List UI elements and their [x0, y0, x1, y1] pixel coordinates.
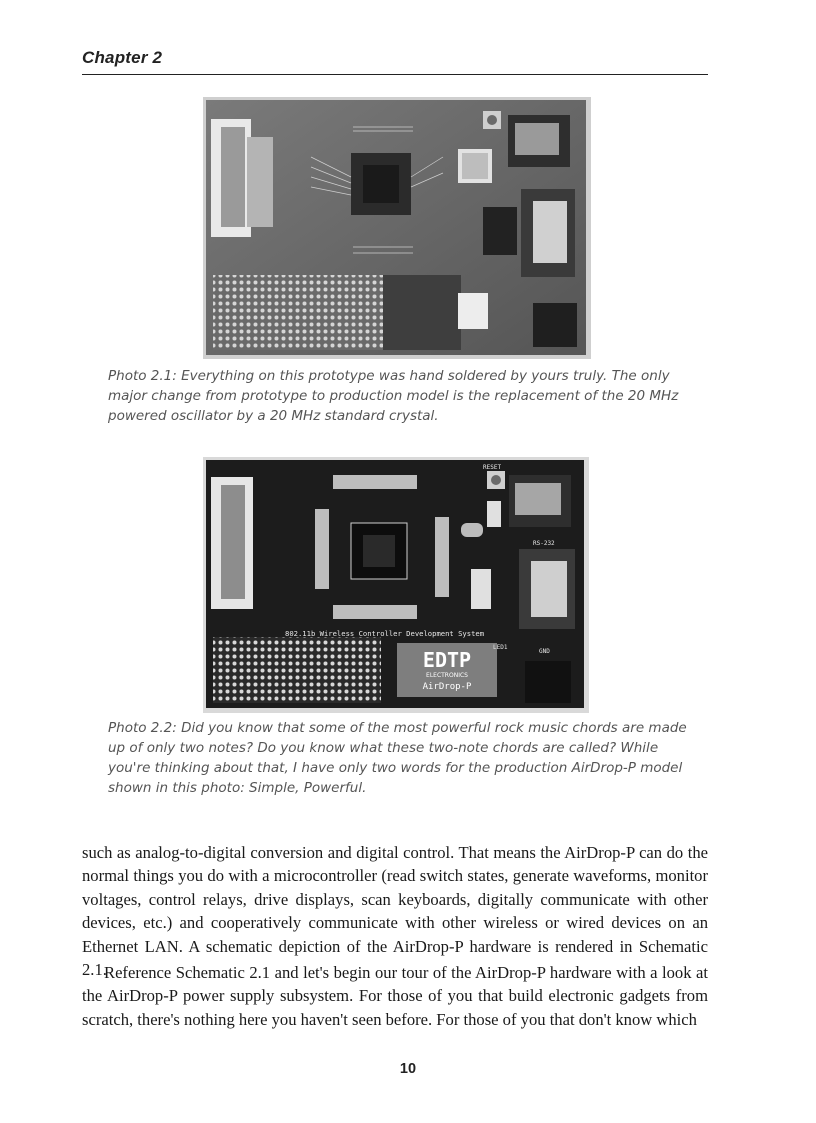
photo-production-board — [203, 457, 589, 713]
photo-2-1-caption: Photo 2.1: Everything on this prototype was hand soldered by yours truly. The only major change from prototype to production model is the replacement of the 20 MHz powered oscillator by a 20 MHz standard crystal. — [108, 368, 679, 424]
board-logo: EDTP — [422, 648, 472, 672]
board-logo-sub: ELECTRONICS — [426, 672, 468, 679]
board-title-label: 802.11b Wireless Controller Development System — [285, 629, 485, 638]
rs232-label: RS-232 — [533, 540, 555, 547]
led-label: LED1 — [493, 644, 508, 651]
photo-prototype-board — [203, 97, 591, 359]
reset-label: RESET — [483, 464, 502, 471]
header-rule — [82, 74, 708, 75]
chapter-header: Chapter 2 — [82, 48, 163, 67]
photo-2-2-caption: Photo 2.2: Did you know that some of the most powerful rock music chords are made up of only two notes? Do you know what these two-note chords are called? While you're thinking about that, I have only two words for the production AirDrop-P model shown in this photo: Simple, Powerful. — [108, 720, 687, 796]
body-paragraph-1: such as analog-to-digital conversion and digital control. That means the AirDrop-P can do the normal things you do with a microcontroller (read switch states, generate waveforms, monitor voltages, control relays, drive displays, scan keyboards, digitally communicate with other devices, etc.) and cooperatively communicate with other wireless or wired devices on an Ethernet LAN. A schematic depiction of the AirDrop-P hardware is rendered in Schematic 2.1. — [82, 843, 708, 980]
body-paragraph-2: Reference Schematic 2.1 and let's begin our tour of the AirDrop-P hardware with a look at the AirDrop-P power supply subsystem. For those of you that build electronic gadgets from scratch, there's nothing here you haven't seen before. For those of you that don't know which — [82, 963, 708, 1029]
page-number: 10 — [399, 1061, 417, 1077]
board-product-label: AirDrop-P — [422, 682, 472, 692]
gnd-label: GND — [539, 648, 550, 655]
